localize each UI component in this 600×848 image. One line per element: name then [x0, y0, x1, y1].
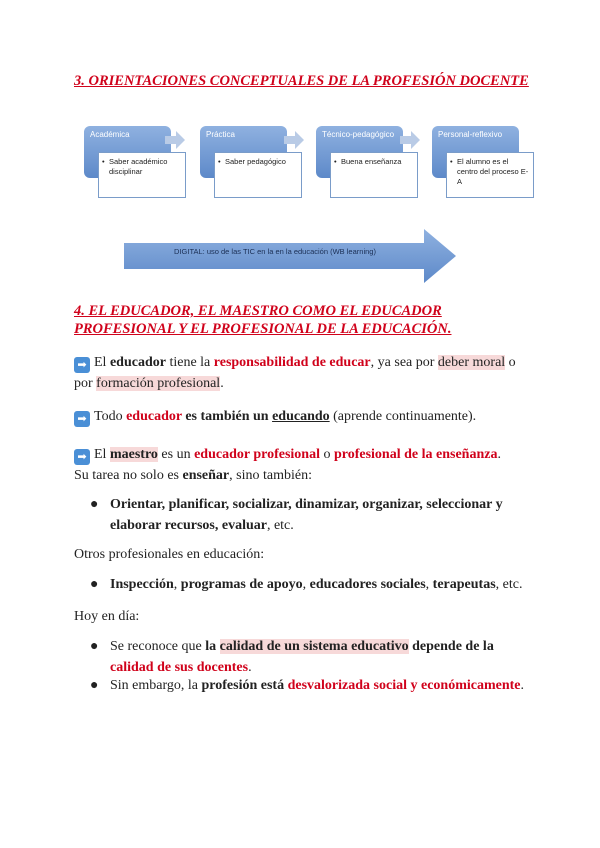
today-label: Hoy en día: — [74, 609, 140, 624]
bullet-icon: ● — [90, 678, 99, 693]
stage-academica-head: Académica — [84, 126, 171, 178]
stage-tecnico-head: Técnico-pedagógico — [316, 126, 403, 178]
section-3-title: 3. ORIENTACIONES CONCEPTUALES DE LA PROFESIÓN DOCENTE — [74, 73, 529, 89]
paragraph-maestro: ➡ El maestro es un educador profesional o profesional de la enseñanza. Su tarea no solo es enseñar, sino también: — [74, 447, 501, 483]
stage-personal-item: • El alumno es el centro del proceso E-A — [446, 152, 534, 198]
stage-practica-item: • Saber pedagógico — [214, 152, 302, 198]
bullet-icon: ● — [90, 639, 99, 654]
bullet-icon: • — [218, 157, 221, 166]
bullet-icon: ● — [90, 577, 99, 592]
stage-tecnico-item: • Buena enseñanza — [330, 152, 418, 198]
list-item: ● Sin embargo, la profesión está desvalorizada social y económicamente. — [90, 675, 530, 696]
digital-arrow-label: DIGITAL: uso de las TIC en la en la educación (WB learning) — [174, 247, 376, 256]
bullet-icon: • — [102, 157, 105, 166]
arrow-right-icon: ➡ — [74, 449, 90, 465]
digital-arrow-icon — [124, 229, 456, 283]
chevron-right-icon — [165, 131, 185, 149]
section-4-title: 4. EL EDUCADOR, EL MAESTRO COMO EL EDUCADOR PROFESIONAL Y EL PROFESIONAL DE LA EDUCACIÓN. — [74, 303, 452, 337]
paragraph-educador: ➡ El educador tiene la responsabilidad de educar, ya sea por deber moral o por formación profesional. — [74, 355, 516, 391]
stage-practica-head: Práctica — [200, 126, 287, 178]
bullet-icon: ● — [90, 497, 99, 512]
stage-academica-item: • Saber académico disciplinar — [98, 152, 186, 198]
stage-personal-head: Personal-reflexivo — [432, 126, 519, 178]
chevron-right-icon — [400, 131, 420, 149]
paragraph-educando: ➡ Todo educador es también un educando (aprende continuamente). — [74, 406, 534, 427]
chevron-right-icon — [284, 131, 304, 149]
list-item: ● Orientar, planificar, socializar, dinamizar, organizar, seleccionar y elaborar recursos, evaluar, etc. — [90, 494, 530, 536]
bullet-icon: • — [334, 157, 337, 166]
list-item: ● Se reconoce que la calidad de un sistema educativo depende de la calidad de sus docentes. — [90, 636, 530, 678]
bullet-icon: • — [450, 157, 453, 166]
list-item: ● Inspección, programas de apoyo, educadores sociales, terapeutas, etc. — [90, 574, 530, 595]
arrow-right-icon: ➡ — [74, 411, 90, 427]
others-label: Otros profesionales en educación: — [74, 547, 265, 562]
arrow-right-icon: ➡ — [74, 357, 90, 373]
